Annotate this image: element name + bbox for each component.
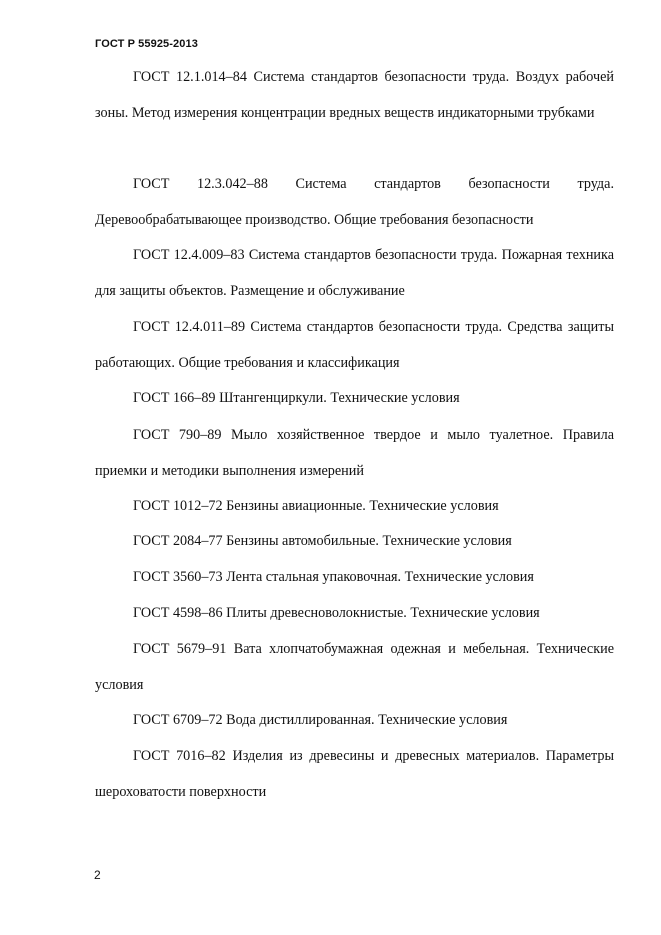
reference-code: ГОСТ 7016–82 [133, 748, 226, 764]
reference-title: Изделия из древесины и древесных материалов. Параметры шероховатости поверхности [95, 748, 615, 800]
reference-title: Бензины автомобильные. Технические условия [226, 533, 512, 549]
reference-code: ГОСТ 790–89 [133, 427, 222, 443]
reference-title: Система стандартов безопасности труда. Деревообрабатывающее производство. Общие требования безопасности [95, 176, 614, 228]
reference-title: Система стандартов безопасности труда. Пожарная техника для защиты объектов. Размещение и обслуживание [95, 247, 614, 299]
reference-code: ГОСТ 3560–73 [133, 569, 223, 585]
page-number: 2 [94, 868, 101, 882]
reference-entry [95, 237, 614, 309]
reference-entry [95, 59, 614, 131]
reference-title: Вата хлопчатобумажная одежная и мебельная. Технические условия [95, 641, 614, 693]
reference-code: ГОСТ 2084–77 [133, 533, 223, 549]
reference-entry [95, 523, 614, 559]
reference-title: Бензины авиационные. Технические условия [226, 498, 499, 514]
reference-code: ГОСТ 166–89 [133, 390, 216, 406]
reference-code: ГОСТ 12.3.042–88 [133, 176, 268, 192]
reference-entry [95, 559, 614, 595]
reference-title: Система стандартов безопасности труда. Средства защиты работающих. Общие требования и классификация [95, 319, 615, 371]
reference-entry [95, 595, 614, 631]
reference-title: Система стандартов безопасности труда. Воздух рабочей зоны. Метод измерения концентрации вредных веществ индикаторными трубками [95, 69, 614, 121]
reference-code: ГОСТ 6709–72 [133, 712, 223, 728]
reference-title: Штангенциркули. Технические условия [219, 390, 460, 406]
reference-code: ГОСТ 12.1.014–84 [133, 69, 247, 85]
reference-code: ГОСТ 5679–91 [133, 641, 227, 657]
reference-title: Вода дистиллированная. Технические условия [226, 712, 508, 728]
reference-entry [95, 631, 614, 703]
document-code-header: ГОСТ Р 55925-2013 [95, 38, 198, 50]
reference-title: Мыло хозяйственное твердое и мыло туалетное. Правила приемки и методики выполнения измерений [95, 427, 614, 479]
reference-entry [95, 417, 614, 489]
reference-entry [95, 702, 614, 738]
reference-code: ГОСТ 12.4.011–89 [133, 319, 246, 335]
reference-code: ГОСТ 1012–72 [133, 498, 223, 514]
reference-code: ГОСТ 4598–86 [133, 605, 223, 621]
reference-entry [95, 166, 614, 238]
reference-entry [95, 738, 614, 810]
reference-entry [95, 488, 614, 524]
reference-title: Плиты древесноволокнистые. Технические условия [226, 605, 540, 621]
reference-entry [95, 309, 614, 381]
reference-code: ГОСТ 12.4.009–83 [133, 247, 245, 263]
reference-entry [95, 380, 614, 416]
reference-title: Лента стальная упаковочная. Технические условия [226, 569, 534, 585]
